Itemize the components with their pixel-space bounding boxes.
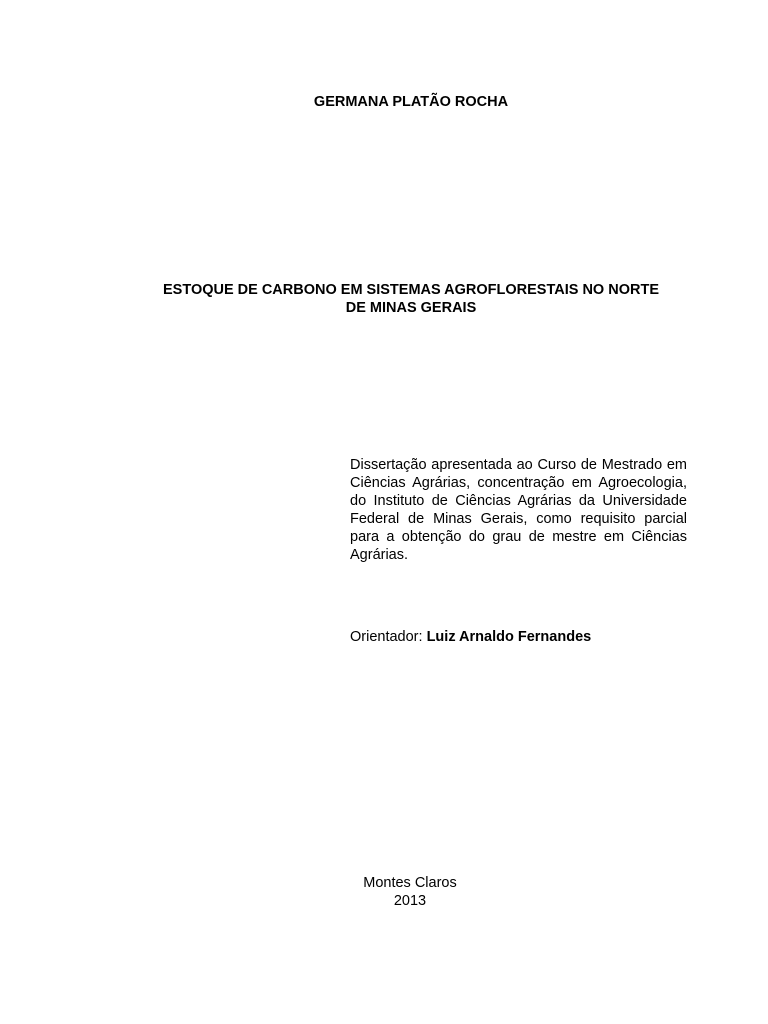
title-line-1: ESTOQUE DE CARBONO EM SISTEMAS AGROFLORESTAIS NO NORTE bbox=[163, 282, 659, 298]
advisor-line bbox=[350, 628, 687, 646]
advisor-label: Orientador: bbox=[350, 629, 423, 645]
title-line-2: DE MINAS GERAIS bbox=[345, 300, 477, 316]
advisor-name: Luiz Arnaldo Fernandes bbox=[426, 629, 592, 645]
document-title bbox=[130, 281, 692, 317]
city: Montes Claros bbox=[363, 875, 457, 891]
author-name: GERMANA PLATÃO ROCHA bbox=[313, 94, 509, 110]
dissertation-description: Dissertação apresentada ao Curso de Mestrado em Ciências Agrárias, concentração em Agroecologia, do Instituto de Ciências Agrárias da Universidade Federal de Minas Gerais, como requisito parcial para a obtenção do grau de mestre em Ciências Agrárias. bbox=[350, 457, 687, 563]
year: 2013 bbox=[393, 893, 427, 909]
place-and-year bbox=[335, 874, 485, 910]
